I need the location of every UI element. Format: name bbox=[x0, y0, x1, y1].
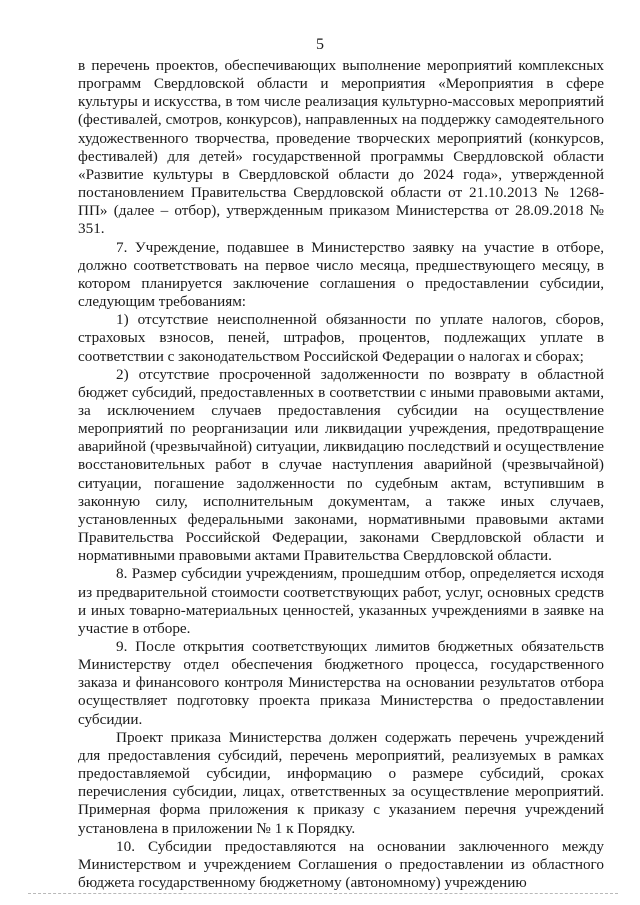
paragraph-continuation: в перечень проектов, обеспечивающих выполнение мероприятий комплексных программ Свердловской области и мероприятия «Мероприятия в сфере культуры и искусства, в том числе реализация культурно-массовых мероприятий (фестивалей, смотров, конкурсов), направленных на поддержку самодеятельного художественного творчества, проведение творческих мероприятий (конкурсов, фестивалей) для детей» государственной программы Свердловской области «Развитие культуры в Свердловской области до 2024 года», утвержденной постановлением Правительства Свердловской области от 21.10.2013 № 1268-ПП» (далее – отбор), утвержденным приказом Министерства от 28.09.2018 № 351. bbox=[78, 57, 604, 238]
scan-bottom-edge bbox=[28, 893, 618, 894]
document-body bbox=[78, 57, 604, 892]
paragraph-10: 10. Субсидии предоставляются на основании заключенного между Министерством и учреждением Соглашения о предоставлении из областного бюджета государственному бюджетному (автономному) учреждению bbox=[78, 837, 604, 892]
paragraph-9: 9. После открытия соответствующих лимитов бюджетных обязательств Министерству отдел обеспечения бюджетного процесса, государственного заказа и финансового контроля Министерства на основании результатов отбора осуществляет подготовку проекта приказа Министерства о предоставлении субсидии. bbox=[78, 638, 604, 728]
paragraph-9-order-project: Проект приказа Министерства должен содержать перечень учреждений для предоставления субсидий, перечень мероприятий, реализуемых в рамках предоставляемой субсидии, информацию о размере субсидий, сроках перечисления субсидии, лицах, ответственных за осуществление мероприятий. Примерная форма приложения к приказу с указанием перечня учреждений установлена в приложении № 1 к Порядку. bbox=[78, 728, 604, 837]
paragraph-7-item-2: 2) отсутствие просроченной задолженности по возврату в областной бюджет субсидий, предоставленных в соответствии с иными правовыми актами, за исключением случаев предоставления субсидии на осуществление мероприятий по реорганизации или ликвидации учреждения, предотвращение аварийной (чрезвычайной) ситуации, ликвидацию последствий и осуществление восстановительных работ в случае наступления аварийной (чрезвычайной) ситуации, погашение задолженности по судебным актам, вступившим в законную силу, исполнительным документам, а также иных случаев, установленных федеральными законами, нормативными правовыми актами Правительства Российской Федерации, законами Свердловской области и нормативными правовыми актами Правительства Свердловской области. bbox=[78, 365, 604, 565]
page-number: 5 bbox=[316, 36, 324, 53]
paragraph-8: 8. Размер субсидии учреждениям, прошедшим отбор, определяется исходя из предварительной стоимости соответствующих работ, услуг, основных средств и иных товарно-материальных ценностей, указанных учреждениями в заявке на участие в отборе. bbox=[78, 565, 604, 637]
paragraph-7-item-1: 1) отсутствие неисполненной обязанности по уплате налогов, сборов, страховых взносов, пеней, штрафов, процентов, подлежащих уплате в соответствии с законодательством Российской Федерации о налогах и сборах; bbox=[78, 311, 604, 365]
paragraph-7: 7. Учреждение, подавшее в Министерство заявку на участие в отборе, должно соответствовать на первое число месяца, предшествующего месяцу, в котором планируется заключение соглашения о предоставлении субсидии, следующим требованиям: bbox=[78, 238, 604, 311]
